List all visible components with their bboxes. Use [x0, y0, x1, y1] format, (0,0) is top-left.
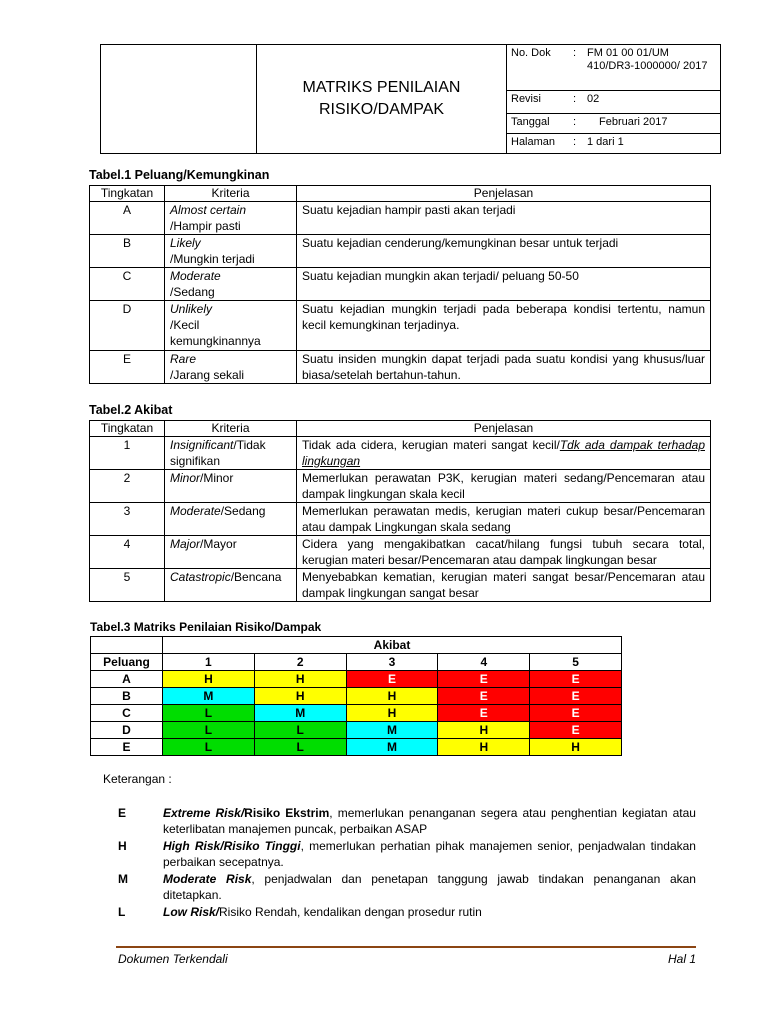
matrix-row [91, 722, 622, 739]
legend-item-low: L Low Risk/Risiko Rendah, kendalikan dengan prosedur rutin [118, 905, 482, 919]
matrix-cell: E [530, 688, 622, 705]
criteria-cell: Unlikely /Kecil kemungkinannya [165, 301, 297, 351]
table3-caption: Tabel.3 Matriks Penilaian Risiko/Dampak [90, 620, 322, 634]
table1-caption: Tabel.1 Peluang/Kemungkinan [89, 168, 270, 182]
footer-divider [116, 946, 696, 948]
description-cell: Memerlukan perawatan medis, kerugian materi cukup besar/Pencemaran atau dampak Lingkungan skala sedang [297, 503, 711, 536]
matrix-cell: M [346, 739, 438, 756]
akibat-col-2: 2 [254, 654, 346, 671]
table-peluang [89, 185, 711, 384]
risk-legend [118, 805, 696, 921]
description-cell: Suatu kejadian cenderung/kemungkinan besar untuk terjadi [297, 235, 711, 268]
matrix-cell: M [254, 705, 346, 722]
matrix-cell: L [163, 739, 255, 756]
matrix-cell: E [530, 722, 622, 739]
matrix-cell: L [254, 739, 346, 756]
level-cell: 5 [90, 569, 165, 602]
table2-caption: Tabel.2 Akibat [89, 403, 173, 417]
peluang-row-label: D [91, 722, 163, 739]
description-cell: Menyebabkan kematian, kerugian materi sangat besar/Pencemaran atau dampak lingkungan sangat besar [297, 569, 711, 602]
table-row [90, 569, 711, 602]
legend-item-moderate: M Moderate Risk, penjadwalan dan penetapan tanggung jawab tindakan penanganan akan ditetapkan. [118, 872, 696, 902]
matrix-row [91, 688, 622, 705]
criteria-cell: Minor/Minor [165, 470, 297, 503]
table-header-row [90, 186, 711, 202]
meta-tanggal: Tanggal : Februari 2017 [511, 115, 668, 128]
table-row [90, 235, 711, 268]
criteria-cell: Catastropic/Bencana [165, 569, 297, 602]
akibat-header: Akibat [163, 637, 622, 654]
criteria-cell: Major/Mayor [165, 536, 297, 569]
matrix-cell: E [438, 705, 530, 722]
criteria-cell: Likely /Mungkin terjadi [165, 235, 297, 268]
level-cell: C [90, 268, 165, 301]
matrix-cell: E [438, 671, 530, 688]
legend-item-extreme: E Extreme Risk/Risiko Ekstrim, memerlukan penanganan segera atau penghentian kegiatan atau keterlibatan manajemen puncak, perbaikan ASAP [118, 806, 696, 836]
akibat-col-5: 5 [530, 654, 622, 671]
meta-no-dok: No. Dok : FM 01 00 01/UM 410/DR3-1000000/ 2017 [511, 47, 708, 72]
footer-page-number: Hal 1 [668, 952, 697, 966]
table-row [90, 202, 711, 235]
legend-item-high: H High Risk/Risiko Tinggi, memerlukan perhatian pihak manajemen senior, penjadwalan tindakan perbaikan secepatnya. [118, 839, 696, 869]
akibat-col-3: 3 [346, 654, 438, 671]
risk-matrix [90, 636, 622, 756]
matrix-cell: M [346, 722, 438, 739]
level-cell: 4 [90, 536, 165, 569]
col-header: Tingkatan [90, 186, 165, 202]
matrix-cell: L [254, 722, 346, 739]
logo-box [101, 45, 257, 154]
document-title: MATRIKS PENILAIAN RISIKO/DAMPAK [257, 45, 507, 154]
table-row [90, 437, 711, 470]
matrix-cell: M [163, 688, 255, 705]
peluang-row-label: A [91, 671, 163, 688]
peluang-row-label: E [91, 739, 163, 756]
col-header: Penjelasan [297, 421, 711, 437]
matrix-cell: E [530, 705, 622, 722]
matrix-cell: L [163, 705, 255, 722]
matrix-corner [91, 637, 163, 654]
table-header-row [90, 421, 711, 437]
criteria-cell: Moderate /Sedang [165, 268, 297, 301]
table-akibat [89, 420, 711, 602]
description-cell: Suatu kejadian mungkin terjadi pada beberapa kondisi tertentu, namun kecil kemungkinan terjadinya. [297, 301, 711, 351]
criteria-cell: Almost certain /Hampir pasti [165, 202, 297, 235]
matrix-cell: E [438, 688, 530, 705]
table-row [90, 301, 711, 351]
matrix-cell: H [438, 739, 530, 756]
table-row [90, 503, 711, 536]
table-row [90, 470, 711, 503]
criteria-cell: Insignificant/Tidak signifikan [165, 437, 297, 470]
matrix-cell: H [346, 688, 438, 705]
table-row [90, 536, 711, 569]
matrix-cell: H [254, 688, 346, 705]
matrix-cell: E [346, 671, 438, 688]
criteria-cell: Moderate/Sedang [165, 503, 297, 536]
matrix-cell: H [438, 722, 530, 739]
description-cell: Tidak ada cidera, kerugian materi sangat kecil/Tdk ada dampak terhadap lingkungan [297, 437, 711, 470]
akibat-col-1: 1 [163, 654, 255, 671]
matrix-cell: H [530, 739, 622, 756]
matrix-cell: H [346, 705, 438, 722]
criteria-cell: Rare /Jarang sekali [165, 351, 297, 384]
level-cell: D [90, 301, 165, 351]
matrix-row [91, 739, 622, 756]
level-cell: B [90, 235, 165, 268]
description-cell: Cidera yang mengakibatkan cacat/hilang fungsi tubuh secara total, kerugian materi besar/Pencemaran atau dampak lingkungan besar [297, 536, 711, 569]
meta-halaman: Halaman : 1 dari 1 [511, 135, 624, 148]
matrix-row [91, 705, 622, 722]
peluang-row-label: C [91, 705, 163, 722]
level-cell: A [90, 202, 165, 235]
keterangan-title: Keterangan : [103, 772, 172, 786]
level-cell: 2 [90, 470, 165, 503]
meta-revisi: Revisi : 02 [511, 93, 600, 106]
col-header: Penjelasan [297, 186, 711, 202]
level-cell: E [90, 351, 165, 384]
matrix-cell: E [530, 671, 622, 688]
level-cell: 3 [90, 503, 165, 536]
col-header: Kriteria [165, 186, 297, 202]
akibat-col-4: 4 [438, 654, 530, 671]
document-header [100, 44, 721, 154]
description-cell: Suatu kejadian hampir pasti akan terjadi [297, 202, 711, 235]
matrix-cell: H [254, 671, 346, 688]
description-cell: Suatu insiden mungkin dapat terjadi pada suatu kondisi yang khusus/luar biasa/setelah bertahun-tahun. [297, 351, 711, 384]
col-header: Tingkatan [90, 421, 165, 437]
peluang-row-label: B [91, 688, 163, 705]
peluang-header: Peluang [91, 654, 163, 671]
matrix-cell: H [163, 671, 255, 688]
matrix-cell: L [163, 722, 255, 739]
matrix-row [91, 671, 622, 688]
table-row [90, 268, 711, 301]
level-cell: 1 [90, 437, 165, 470]
description-cell: Suatu kejadian mungkin akan terjadi/ peluang 50-50 [297, 268, 711, 301]
footer-document-status: Dokumen Terkendali [118, 952, 228, 966]
col-header: Kriteria [165, 421, 297, 437]
description-cell: Memerlukan perawatan P3K, kerugian materi sedang/Pencemaran atau dampak lingkungan skala kecil [297, 470, 711, 503]
table-row [90, 351, 711, 384]
